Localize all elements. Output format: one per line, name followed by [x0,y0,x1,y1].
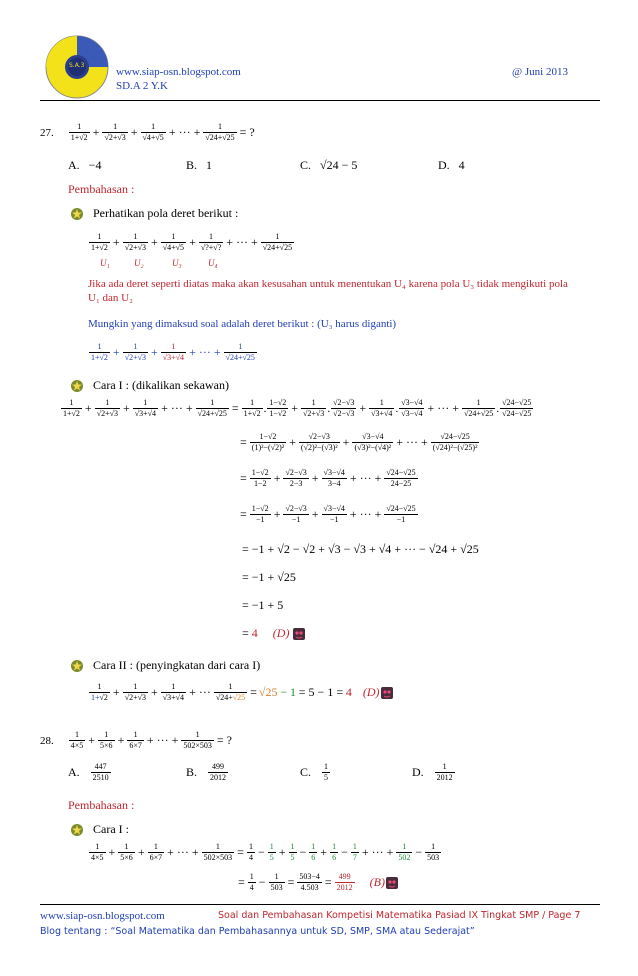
footer-blog: Blog tentang : “Soal Matematika dan Pembahasannya untuk SD, SMP, SMA atau Sederajat” [40,926,475,937]
q27-term-1: $\frac{1}{1+√2}$ [70,122,88,142]
q28-option-d[interactable]: D. $\frac{1}{2012}$ [412,762,453,782]
star-badge-icon [70,207,84,221]
mascot-icon [385,876,399,890]
header-author: SD.A 2 Y.K [116,80,168,92]
q27-note1: Jika ada deret seperti diatas maka akan kesusahan untuk menentukan U₄ karena pola U₃ tidak mengikuti pola [88,278,568,290]
q28-option-c[interactable]: C. $\frac{1}{5}$ [300,762,329,782]
star-badge-icon [70,659,84,673]
q27-cara1-line1: $\frac{1}{1+√2}$ + $\frac{1}{√2+√3}$ + $\frac{1}{√3+√4}$ + ··· + $\frac{1}{√24+√25}$ = $\frac{1}{1+√2}$ . $\frac{1-√2}{1-√2}$ + $\frac{1}{√2+√3}$ . $\frac{√2-√3}{√2-√3}$ + $\frac{1}{√3+√4}$ . $\frac{√3-√4}{√3-√4}$ + ··· + $\frac{1}{√24+√25}$ . $\frac{√24-√25}{√24-√25}$ [63,398,532,418]
q27-pola-u4: U₄ [208,258,218,268]
q27-cara2-title: Cara II : (penyingkatan dari cara I) [70,658,260,673]
q27-step5: = −1 + √2 − √2 + √3 − √3 + √4 + ··· − √24 + √25 [242,542,479,556]
q27-option-a[interactable]: A. −4 [68,158,102,172]
q27-step4: = $\frac{1-√2}{-1}$ + $\frac{√2-√3}{-1}$ + $\frac{√3-√4}{-1}$ + ··· + $\frac{√24-√25}{-1}$ [240,504,416,524]
q27-step8: = 4 (D) [242,626,306,641]
footer-rule [40,904,600,905]
q27-question: 27. $\frac{1}{1+√2}$ + $\frac{1}{√2+√3}$ + $\frac{1}{√4+√5}$ + ··· + $\frac{1}{√24+√25}$ = ? [40,122,255,142]
q27-pola-title: Perhatikan pola deret berikut : [70,206,238,221]
q28-question: 28. $\frac{1}{4\times 5}$ + $\frac{1}{5\times 6}$ + $\frac{1}{6\times 7}$ + ··· + $\frac{1}{502\times 503}$ = ? [40,730,232,750]
q27-option-b[interactable]: B. 1 [186,158,213,172]
q27-pola-u3: U₃ [172,258,182,268]
q28-cara1-line2: = $\frac{1}{4}$ − $\frac{1}{503}$ = $\frac{503-4}{4.503}$ = $\frac{499}{2012}$ (B) [236,872,399,893]
q27-pola-series: $\frac{1}{1+√2}$ + $\frac{1}{√2+√3}$ + $\frac{1}{√4+√5}$ + $\frac{1}{√?+√?}$ + ··· + $\frac{1}{√24+√25}$ [91,232,293,252]
q27-cara1-title: Cara I : (dikalikan sekawan) [70,378,229,393]
star-badge-icon [70,379,84,393]
q27-note2: Mungkin yang dimaksud soal adalah deret berikut : (U₃ harus diganti) [88,318,397,330]
q27-fixed-series: $\frac{1}{1+√2}$ + $\frac{1}{√2+√3}$ + $\frac{1}{√3+√4}$ + ··· + $\frac{1}{√24+√25}$ [91,342,255,362]
q28-option-b[interactable]: B. $\frac{499}{2012}$ [186,762,227,782]
q27-option-c[interactable]: C. √24 − 5 [300,158,358,172]
header-site[interactable]: www.siap-osn.blogspot.com [116,66,241,78]
q28-option-a[interactable]: A. $\frac{447}{2510}$ [68,762,109,782]
logo-text: S.A.3 [69,62,85,69]
q27-step2: = $\frac{1-√2}{\text{(1)²−(√2)²}}$ + $\frac{√2-√3}{\text{(√2)²−(√3)²}}$ + $\frac{√3-√4}{\text{(√3)²−(√4)²}}$ + ··· + $\frac{√24-√25}{\text{(√24)²−(√25)²}}$ [240,432,478,452]
q27-pembahasan: Pembahasan : [68,182,135,196]
q27-cara2-line: $\frac{1}{1+√2}$ + $\frac{1}{√2+√3}$ + $\frac{1}{√3+√4}$ + ··· $\frac{1}{√24+√25}$ = √25 − 1 = 5 − 1 = 4 (D) [88,682,394,703]
q27-step3: = $\frac{1-√2}{1-2}$ + $\frac{√2-√3}{2-3}$ + $\frac{√3-√4}{3-4}$ + ··· + $\frac{√24-√25}{24-25}$ [240,468,416,488]
q27-term-4: $\frac{1}{√24+√25}$ [205,122,235,142]
q28-cara1-title: Cara I : [70,822,129,837]
mascot-icon [292,627,306,641]
footer-site[interactable]: www.siap-osn.blogspot.com [40,910,165,922]
q28-pembahasan: Pembahasan : [68,798,135,812]
header-date: @ Juni 2013 [512,66,568,78]
q27-step7: = −1 + 5 [242,598,284,612]
q27-option-d[interactable]: D. 4 [438,158,465,172]
q27-number: 27. [40,126,54,139]
q27-term-2: $\frac{1}{√2+√3}$ [104,122,126,142]
q27-tail: = ? [239,125,255,139]
q27-pola-u2: U₂ [134,258,144,268]
q27-pola-u1: U₁ [100,258,110,268]
q27-step6: = −1 + √25 [242,570,296,584]
q27-term-3: $\frac{1}{√4+√5}$ [142,122,164,142]
star-badge-icon [70,823,84,837]
header-rule [40,100,600,101]
q27-note1b: U₁ dan U₂ [88,292,133,304]
q28-cara1-line1: $\frac{1}{4\times 5}$ + $\frac{1}{5\times 6}$ + $\frac{1}{6\times 7}$ + ··· + $\frac{1}{502\times 503}$ = $\frac{1}{4}$ − $\frac{1}{5}$ + $\frac{1}{5}$ − $\frac{1}{6}$ + $\frac{1}{6}$ − $\frac{1}{7}$ + ··· + $\frac{1}{502}$ − $\frac{1}{503}$ [91,842,440,862]
site-logo [44,34,110,100]
footer-title: Soal dan Pembahasan Kompetisi Matematika Pasiad IX Tingkat SMP / Page 7 [218,910,581,921]
mascot-icon [380,686,394,700]
